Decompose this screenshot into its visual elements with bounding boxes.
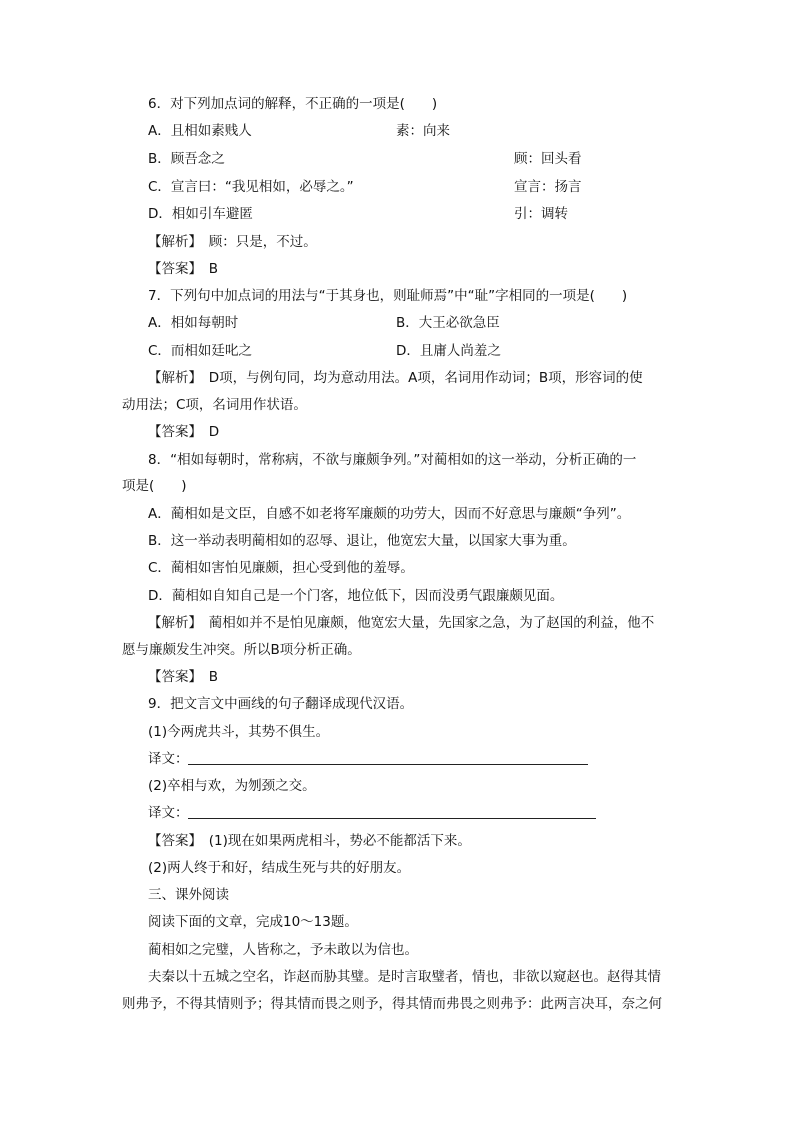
section-instruction: 阅读下面的文章，完成10～13题。 [148,914,358,930]
q7-analysis-line-2: 动用法；C项，名词用作状语。 [122,397,307,413]
q9-sentence-1: (1)今两虎共斗，其势不俱生。 [148,724,330,740]
q6-option-d-note: 引：调转 [514,206,568,222]
q9-answer-line-1: 【答案】 (1)现在如果两虎相斗，势必不能都活下来。 [148,833,471,849]
q7-option-d: D．且庸人尚羞之 [396,343,501,359]
q6-option-c: C．宣言曰：“我见相如，必辱之。” [148,179,354,195]
section-title: 三、课外阅读 [148,887,229,903]
q7-analysis-line-1: 【解析】 D项，与例句同，均为意动用法。A项，名词用作动词；B项，形容词的使 [148,370,643,386]
q9-translation-blank-1[interactable] [188,764,588,765]
q6-stem: 6．对下列加点词的解释，不正确的一项是( ) [148,96,438,112]
q7-answer: 【答案】 D [148,424,220,440]
q7-option-a: A．相如每朝时 [148,315,239,331]
q8-answer: 【答案】 B [148,669,219,685]
passage-paragraph-2-line-1: 夫秦以十五城之空名，诈赵而胁其璧。是时言取璧者，情也，非欲以窥赵也。赵得其情 [148,969,661,985]
passage-paragraph-2-line-2: 则弗予，不得其情则予；得其情而畏之则予，得其情而弗畏之则弗予：此两言决耳，奈之何 [122,996,662,1012]
q6-analysis: 【解析】 顾：只是，不过。 [148,234,317,250]
q9-stem: 9．把文言文中画线的句子翻译成现代汉语。 [148,696,414,712]
q8-option-b: B．这一举动表明蔺相如的忍辱、退让，他宽宏大量，以国家大事为重。 [148,533,576,549]
q9-translation-label-1: 译文： [148,751,189,767]
q8-option-c: C．蔺相如害怕见廉颇，担心受到他的羞辱。 [148,560,414,576]
q6-option-a-note: 素：向来 [396,123,450,139]
q7-option-b: B．大王必欲急臣 [396,315,500,331]
q6-option-a: A．且相如素贱人 [148,123,252,139]
q9-translation-blank-2[interactable] [188,818,596,819]
q9-answer-line-2: (2)两人终于和好，结成生死与共的好朋友。 [148,860,411,876]
q6-option-c-note: 宣言：扬言 [514,179,582,195]
q8-stem-line-1: 8．“相如每朝时，常称病，不欲与廉颇争列。”对蔺相如的这一举动，分析正确的一 [148,452,637,468]
q9-translation-label-2: 译文： [148,805,189,821]
q8-analysis-line-2: 愿与廉颇发生冲突。所以B项分析正确。 [122,642,361,658]
q7-stem: 7．下列句中加点词的用法与“于其身也，则耻师焉”中“耻”字相同的一项是( ) [148,288,628,304]
q6-option-d: D．相如引车避匿 [148,206,253,222]
q8-stem-line-2: 项是( ) [122,478,187,494]
passage-paragraph-1: 蔺相如之完璧，人皆称之，予未敢以为信也。 [148,942,418,958]
q6-option-b: B．顾吾念之 [148,151,225,167]
q8-analysis-line-1: 【解析】 蔺相如并不是怕见廉颇，他宽宏大量，先国家之急，为了赵国的利益，他不 [148,615,655,631]
q9-sentence-2: (2)卒相与欢，为刎颈之交。 [148,778,316,794]
q8-option-a: A．蔺相如是文臣，自感不如老将军廉颇的功劳大，因而不好意思与廉颇“争列”。 [148,506,631,522]
q8-option-d: D．蔺相如自知自己是一个门客，地位低下，因而没勇气跟廉颇见面。 [148,588,564,604]
q7-option-c: C．而相如廷叱之 [148,343,252,359]
q6-option-b-note: 顾：回头看 [514,151,582,167]
q6-answer: 【答案】 B [148,261,219,277]
